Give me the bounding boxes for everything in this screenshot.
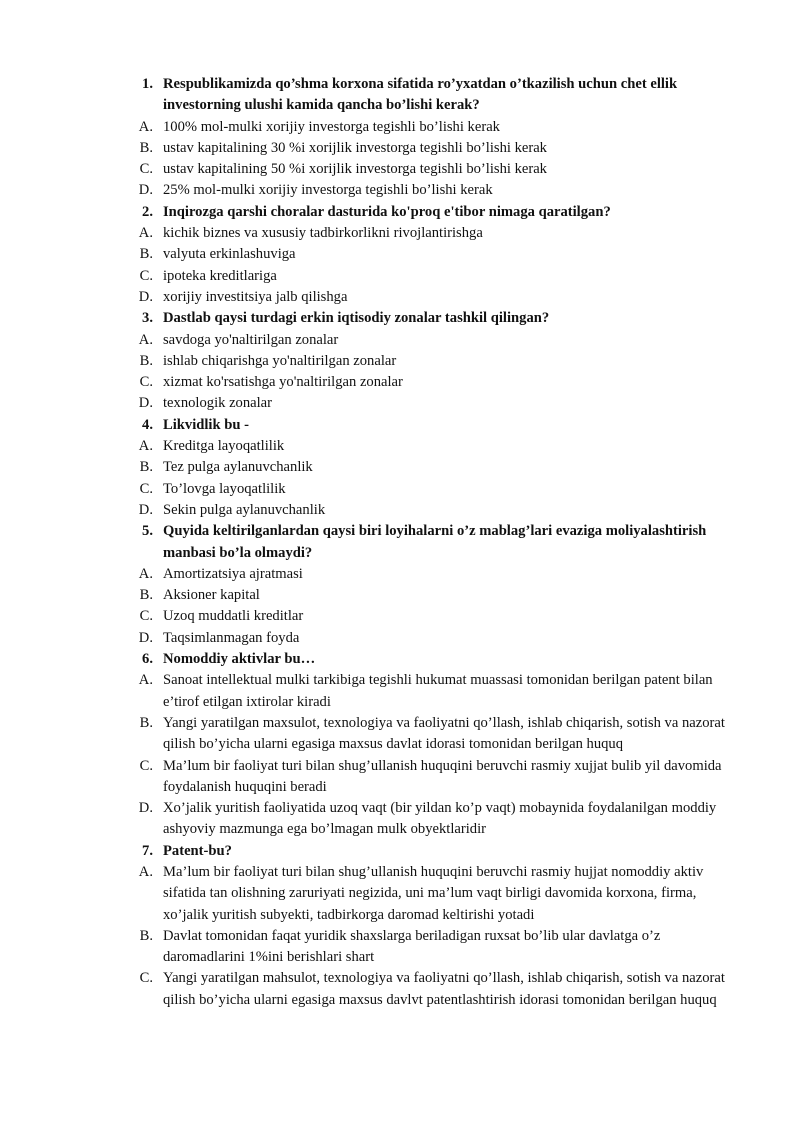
- option-4b: [0, 457, 800, 478]
- option-label: C.: [139, 161, 153, 178]
- option-text: ipoteka kreditlariga: [163, 267, 277, 284]
- option-3d: [0, 393, 800, 414]
- question-number: 2.: [142, 203, 153, 220]
- question-7: [0, 841, 800, 862]
- option-3a: [0, 330, 800, 351]
- option-text: Sanoat intellektual mulki tarkibiga tegishli hukumat muassasi tomonidan berilgan patent bilan e’tirof etilgan ixtirolar kiradi: [163, 672, 713, 710]
- option-5a: [0, 564, 800, 585]
- option-label: D.: [138, 288, 153, 305]
- option-text: savdoga yo'naltirilgan zonalar: [163, 331, 339, 348]
- question-number: 7.: [142, 842, 153, 859]
- option-label: A.: [138, 225, 153, 242]
- option-4a: [0, 436, 800, 457]
- option-6a: [0, 670, 800, 713]
- option-text: 25% mol-mulki xorijiy investorga tegishli bo’lishi kerak: [163, 182, 493, 199]
- option-4d: [0, 500, 800, 521]
- option-text: Taqsimlanmagan foyda: [163, 629, 300, 646]
- option-4c: [0, 479, 800, 500]
- option-text: Tez pulga aylanuvchanlik: [163, 459, 313, 476]
- question-4: [0, 415, 800, 436]
- question-list: [0, 74, 800, 1011]
- option-text: ustav kapitalining 30 %i xorijlik investorga tegishli bo’lishi kerak: [163, 139, 547, 156]
- question-number: 5.: [142, 523, 153, 540]
- option-label: A.: [138, 672, 153, 689]
- option-2d: [0, 287, 800, 308]
- option-6b: [0, 713, 800, 756]
- option-label: B.: [139, 459, 153, 476]
- option-3b: [0, 351, 800, 372]
- option-label: B.: [139, 352, 153, 369]
- option-text: kichik biznes va xususiy tadbirkorlikni rivojlantirishga: [163, 225, 483, 242]
- option-text: Sekin pulga aylanuvchanlik: [163, 501, 326, 518]
- question-number: 1.: [142, 76, 153, 92]
- question-text: Inqirozga qarshi choralar dasturida ko'proq e'tibor nimaga qaratilgan?: [163, 203, 611, 220]
- option-text: valyuta erkinlashuviga: [163, 246, 296, 263]
- option-2a: [0, 223, 800, 244]
- option-text: To’lovga layoqatlilik: [163, 480, 286, 497]
- option-label: C.: [139, 267, 153, 284]
- option-6d: [0, 798, 800, 841]
- option-label: C.: [139, 374, 153, 391]
- option-label: C.: [139, 608, 153, 625]
- option-text: Yangi yaratilgan mahsulot, texnologiya va faoliyatni qo’llash, ishlab chiqarish, sotish va nazorat qilish bo’yicha ularni egasiga maxsus davlvt patentlashtirish idorasi tomonidan berilgan huquq: [163, 970, 725, 1008]
- question-number: 6.: [142, 651, 153, 668]
- option-text: Davlat tomonidan faqat yuridik shaxslarga beriladigan ruxsat bo’lib ular davlatga o’z daromadlarini 1%ini berishlari shart: [163, 927, 661, 966]
- option-label: B.: [139, 927, 153, 944]
- option-label: A.: [138, 438, 153, 455]
- option-1a: [0, 117, 800, 138]
- option-1c: [0, 159, 800, 180]
- option-label: D.: [138, 800, 153, 817]
- option-text: Xo’jalik yuritish faoliyatida uzoq vaqt (bir yildan ko’p vaqt) mobaynida foydalanilgan moddiy ashyoviy mazmunga ega bo’lmagan mulk obyektlaridir: [163, 800, 717, 838]
- option-text: Kreditga layoqatlilik: [163, 438, 285, 455]
- option-label: C.: [139, 480, 153, 497]
- question-6: [0, 649, 800, 670]
- option-2c: [0, 266, 800, 287]
- option-text: xizmat ko'rsatishga yo'naltirilgan zonalar: [163, 374, 403, 391]
- option-label: B.: [139, 587, 153, 604]
- option-text: xorijiy investitsiya jalb qilishga: [163, 288, 348, 305]
- option-1b: [0, 138, 800, 159]
- option-label: C.: [139, 970, 153, 987]
- question-number: 3.: [142, 310, 153, 327]
- option-text: 100% mol-mulki xorijiy investorga tegishli bo’lishi kerak: [163, 118, 500, 135]
- option-5d: [0, 628, 800, 649]
- question-text: Dastlab qaysi turdagi erkin iqtisodiy zonalar tashkil qilingan?: [163, 310, 550, 327]
- option-text: Uzoq muddatli kreditlar: [163, 608, 304, 625]
- option-5b: [0, 585, 800, 606]
- option-label: A.: [138, 331, 153, 348]
- option-7c: [0, 968, 800, 1011]
- option-label: A.: [138, 118, 153, 135]
- question-text: Nomoddiy aktivlar bu…: [163, 651, 316, 668]
- option-text: Aksioner kapital: [163, 587, 260, 604]
- question-text: Respublikamizda qo’shma korxona sifatida ro’yxatdan o’tkazilish uchun chet ellik investorning ulushi kamida qancha bo’lishi kerak?: [163, 76, 678, 114]
- option-label: B.: [139, 246, 153, 263]
- option-label: A.: [138, 565, 153, 582]
- option-label: D.: [138, 501, 153, 518]
- option-1d: [0, 180, 800, 201]
- option-label: D.: [138, 395, 153, 412]
- option-6c: [0, 756, 800, 799]
- option-2b: [0, 244, 800, 265]
- option-text: Amortizatsiya ajratmasi: [163, 565, 303, 582]
- option-label: D.: [138, 182, 153, 199]
- question-text: Likvidlik bu -: [163, 416, 249, 433]
- option-3c: [0, 372, 800, 393]
- option-text: Yangi yaratilgan maxsulot, texnologiya va faoliyatni qo’llash, ishlab chiqarish, sotish va nazorat qilish bo’yicha ularni egasiga maxsus davlat idorasi tomonidan berilgan huquq: [163, 714, 725, 753]
- option-label: D.: [138, 629, 153, 646]
- option-label: C.: [139, 757, 153, 774]
- question-text: Quyida keltirilganlardan qaysi biri loyihalarni o’z mablag’lari evaziga moliyalashtirish manbasi bo’la olmaydi?: [163, 523, 707, 561]
- option-7a: [0, 862, 800, 926]
- question-2: [0, 202, 800, 223]
- question-1: [0, 74, 800, 117]
- option-text: Ma’lum bir faoliyat turi bilan shug’ullanish huquqini beruvchi rasmiy hujjat nomoddiy aktiv sifatida tan olishning zaruriyati negizida, uni ma’lum vaqt birligi davomida korxona, firma, xo’jalik yuritish subyekti, tadbirkorga daromad keltirishi yotadi: [163, 863, 704, 923]
- option-label: A.: [138, 863, 153, 880]
- option-text: ustav kapitalining 50 %i xorijlik investorga tegishli bo’lishi kerak: [163, 161, 547, 178]
- option-label: B.: [139, 139, 153, 156]
- option-5c: [0, 606, 800, 627]
- option-text: texnologik zonalar: [163, 395, 273, 412]
- question-5: [0, 521, 800, 564]
- question-text: Patent-bu?: [163, 842, 232, 859]
- question-3: [0, 308, 800, 329]
- option-text: Ma’lum bir faoliyat turi bilan shug’ullanish huquqini beruvchi rasmiy xujjat bulib yil davomida foydalanish huquqini beradi: [163, 757, 722, 795]
- question-number: 4.: [142, 416, 153, 433]
- option-7b: [0, 926, 800, 969]
- option-label: B.: [139, 714, 153, 731]
- option-text: ishlab chiqarishga yo'naltirilgan zonalar: [163, 352, 397, 369]
